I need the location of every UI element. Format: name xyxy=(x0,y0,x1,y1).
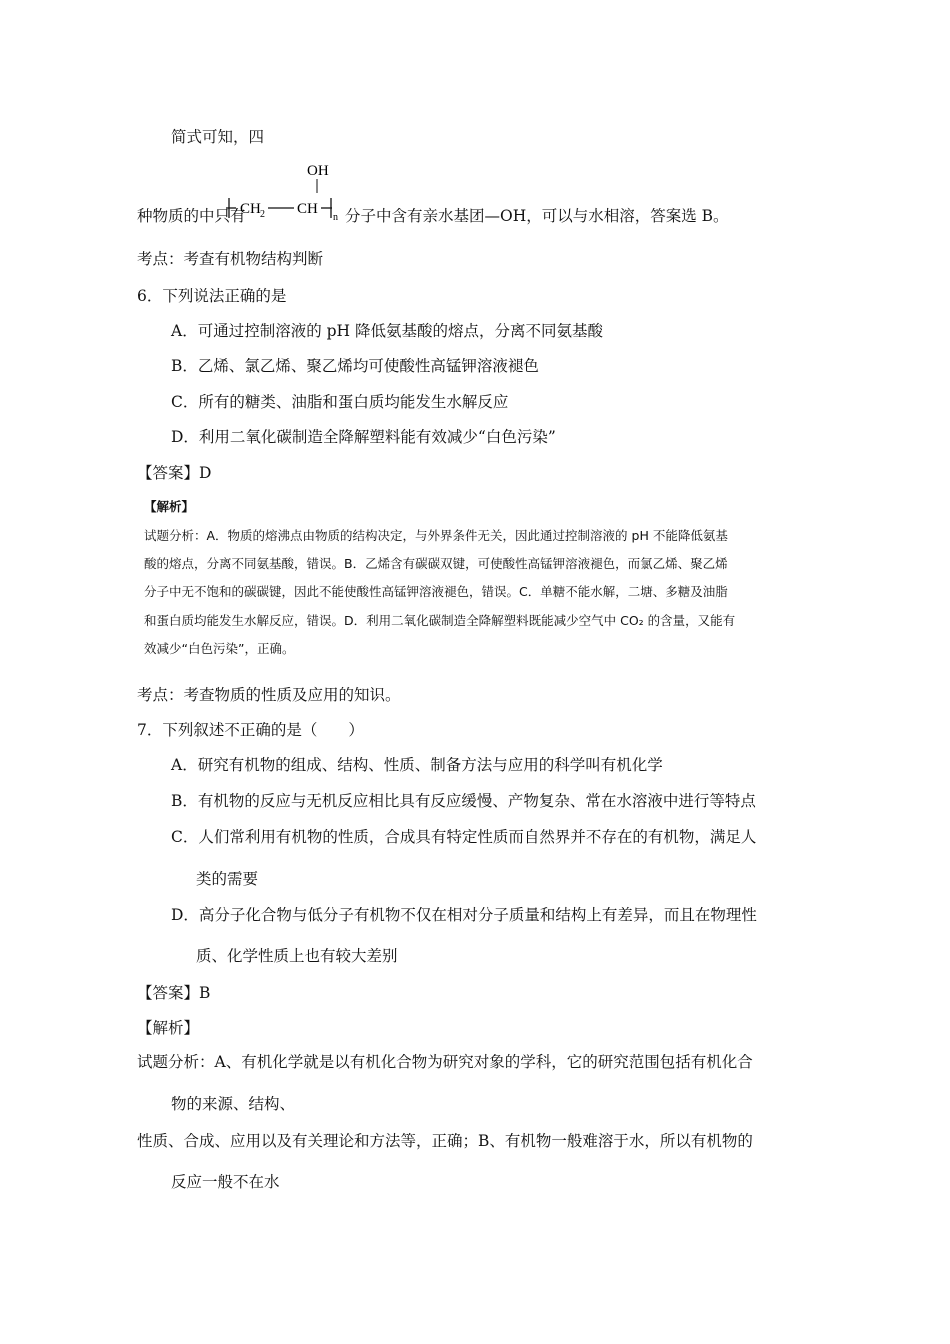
q7-option-c-line1: C．人们常利用有机物的性质，合成具有特定性质而自然界并不存在的有机物，满足人 xyxy=(171,828,757,846)
q7-option-d-line1: D．高分子化合物与低分子有机物不仅在相对分子质量和结构上有差异，而且在物理性 xyxy=(171,906,757,924)
q7-option-a: A．研究有机物的组成、结构、性质、制备方法与应用的科学叫有机化学 xyxy=(171,756,663,774)
formula-ch2-sub: 2 xyxy=(260,209,265,220)
q6-question: 6．下列说法正确的是 xyxy=(137,287,287,305)
q7-option-d-line2: 质、化学性质上也有较大差别 xyxy=(196,947,398,965)
q6-analysis-line: 试题分析：A．物质的熔沸点由物质的结构决定，与外界条件无关，因此通过控制溶液的 pH 不能降低氨基 xyxy=(144,528,728,543)
q6-option-b: B．乙烯、氯乙烯、聚乙烯均可使酸性高锰钾溶液褪色 xyxy=(171,357,539,375)
q5-text-line1: 简式可知，四 xyxy=(171,128,265,146)
q7-analysis-title: 【解析】 xyxy=(137,1019,200,1037)
q5-kaodian: 考点：考查有机物结构判断 xyxy=(137,250,324,268)
q7-question: 7．下列叙述不正确的是（ ） xyxy=(137,721,364,739)
q7-analysis-line: 试题分析：A、有机化学就是以有机化合物为研究对象的学科，它的研究范围包括有机化合 xyxy=(137,1053,753,1071)
q7-analysis-line: 物的来源、结构、 xyxy=(171,1095,296,1113)
q6-option-a: A．可通过控制溶液的 pH 降低氨基酸的熔点，分离不同氨基酸 xyxy=(171,322,603,340)
q7-answer: 【答案】B xyxy=(137,984,211,1002)
formula-n: n xyxy=(333,212,338,223)
q7-analysis-line: 性质、合成、应用以及有关理论和方法等，正确；B、有机物一般难溶于水，所以有机物的 xyxy=(137,1132,753,1150)
q5-text-line2-prefix: 种物质的中只有 xyxy=(137,207,246,225)
q6-option-c: C．所有的糖类、油脂和蛋白质均能发生水解反应 xyxy=(171,393,509,411)
q6-kaodian: 考点：考查物质的性质及应用的知识。 xyxy=(137,686,401,704)
q6-analysis-line: 和蛋白质均能发生水解反应，错误。D．利用二氧化碳制造全降解塑料既能减少空气中 CO₂ 的含量，又能有 xyxy=(144,613,736,628)
q6-option-d: D．利用二氧化碳制造全降解塑料能有效减少“白色污染” xyxy=(171,428,556,446)
q6-analysis-line: 效减少“白色污染”，正确。 xyxy=(144,641,295,656)
q7-option-c-line2: 类的需要 xyxy=(196,870,259,888)
formula-oh: OH xyxy=(307,163,329,179)
formula-ch2: CH xyxy=(240,201,261,217)
q6-answer: 【答案】D xyxy=(137,464,212,482)
formula-ch: CH xyxy=(297,201,318,217)
q6-analysis-line: 分子中无不饱和的碳碳键，因此不能使酸性高锰钾溶液褪色，错误。C．单糖不能水解，二塘、多糖及油脂 xyxy=(144,584,728,599)
q7-analysis-line: 反应一般不在水 xyxy=(171,1173,280,1191)
q5-text-line2-suffix: 分子中含有亲水基团—OH，可以与水相溶，答案选 B。 xyxy=(345,207,729,225)
q6-analysis-title: 【解析】 xyxy=(144,499,195,514)
polyvinyl-alcohol-formula xyxy=(224,160,344,224)
q6-analysis-line: 酸的熔点，分离不同氨基酸，错误。B．乙烯含有碳碳双键，可使酸性高锰钾溶液褪色，而氯乙烯、聚乙烯 xyxy=(144,556,728,571)
q7-option-b: B．有机物的反应与无机反应相比具有反应缓慢、产物复杂、常在水溶液中进行等特点 xyxy=(171,792,756,810)
